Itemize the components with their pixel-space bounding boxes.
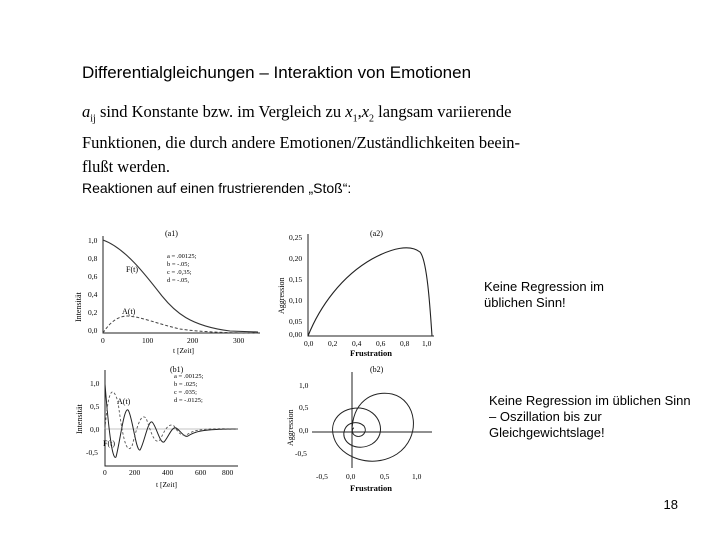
plot-b2-xtick-3: 0,5	[380, 472, 390, 481]
plot-a1-param-2: b = -.05;	[167, 261, 190, 268]
plot-b1-params	[174, 373, 204, 404]
note-oscillation: Keine Regression im üblichen Sinn – Oszillation bis zur Gleichgewichtslage!	[489, 393, 691, 440]
plot-b2-panel-label: (b2)	[370, 365, 384, 374]
plot-b1-panel-label: (b1)	[170, 365, 184, 374]
plot-b1-param-4: d = -.0125;	[174, 397, 203, 404]
plot-a2	[272, 226, 472, 358]
symbol-x2: x	[361, 102, 370, 121]
symbol-x1: x	[345, 102, 353, 121]
plot-b1-param-2: b = .025;	[174, 381, 198, 388]
plot-b2-spiral	[333, 393, 414, 461]
plot-a2-panel-label: (a2)	[370, 229, 383, 238]
plot-a1-param-1: a = .00125;	[167, 253, 197, 260]
plot-b1-yticks	[86, 379, 100, 457]
plot-b2-ytick-2: 0,5	[299, 403, 309, 412]
plot-b2-xtick-1: -0,5	[316, 472, 328, 481]
intro-line-1-part-a: sind Konstante bzw. im Vergleich zu	[99, 102, 342, 121]
plot-a1-xlabel: t [Zeit]	[173, 346, 195, 355]
plot-a1-xtick-3: 200	[187, 336, 199, 345]
plot-a2-ytick-2: 0,20	[289, 254, 303, 263]
plot-b2-xticks	[316, 472, 422, 481]
plot-b1-xtick-5: 800	[222, 468, 234, 477]
plot-b1-axes	[105, 370, 238, 466]
plot-a1-axes	[103, 236, 260, 333]
plot-a2-xlabel: Frustration	[350, 348, 393, 358]
intro-line-1-part-b: langsam variierende	[378, 102, 512, 121]
plot-b2-ylabel: Aggression	[286, 409, 295, 446]
plot-a2-ylabel: Aggression	[277, 277, 286, 314]
plot-b1-xtick-1: 0	[103, 468, 107, 477]
plot-a1-ylabel: Intensität	[74, 292, 83, 322]
plot-b1-ytick-2: 0,5	[90, 402, 100, 411]
plot-a2-ytick-1: 0,25	[289, 233, 303, 242]
plot-a1-xticks	[101, 336, 245, 345]
plot-b1-xlabel: t [Zeit]	[156, 480, 178, 489]
intro-line-1	[82, 100, 542, 131]
plot-a2-ytick-5: 0,05	[289, 317, 303, 326]
plot-a1-param-3: c = .0,35;	[167, 269, 192, 276]
plot-a1-ytick-1: 1,0	[88, 236, 98, 245]
plot-b2-xtick-2: 0,0	[346, 472, 356, 481]
plot-a2-ytick-4: 0,10	[289, 296, 303, 305]
plot-b1-xtick-4: 600	[195, 468, 207, 477]
plot-b1-param-3: c = .035;	[174, 389, 197, 396]
symbol-separator: ,	[357, 102, 362, 121]
plot-b1-xticks	[103, 468, 234, 477]
plot-a1-xtick-1: 0	[101, 336, 105, 345]
plot-b2	[272, 362, 472, 494]
plot-a2-xtick-1: 0,0	[304, 339, 314, 348]
plot-b2-yticks	[295, 381, 309, 458]
plot-b1-curve-label-f: F(t)	[103, 439, 115, 448]
plot-a2-curve	[308, 248, 432, 336]
symbol-a: a	[82, 102, 91, 121]
plot-a1	[70, 226, 280, 358]
plot-a1-xtick-4: 300	[233, 336, 245, 345]
plot-a1-param-4: d = -.05,	[167, 277, 190, 284]
plot-a1-xtick-2: 100	[142, 336, 154, 345]
plot-a2-xticks	[304, 339, 432, 348]
plot-a1-ytick-2: 0,8	[88, 254, 98, 263]
plot-b1-ytick-4: -0,5	[86, 448, 98, 457]
symbol-x1-subscript: 1	[352, 113, 358, 125]
plot-a2-yticks	[289, 233, 302, 339]
plot-b1-ylabel: Intensität	[75, 404, 84, 434]
plot-b1-curve-a	[105, 384, 238, 457]
plot-a2-xtick-2: 0,2	[328, 339, 338, 348]
plot-b1-xtick-2: 200	[129, 468, 141, 477]
plot-a1-ytick-4: 0,4	[88, 290, 98, 299]
plot-b2-ytick-1: 1,0	[299, 381, 309, 390]
plot-a2-xtick-3: 0,4	[352, 339, 362, 348]
plot-b2-xlabel: Frustration	[350, 483, 393, 493]
plot-a1-curve-label-a: A(t)	[122, 307, 136, 316]
plot-a1-yticks	[88, 236, 98, 335]
reaction-heading: Reaktionen auf einen frustrierenden „Stoß“:	[82, 180, 352, 196]
page-number: 18	[663, 497, 678, 512]
slide-title: Differentialgleichungen – Interaktion von Emotionen	[82, 63, 472, 82]
plot-a1-ytick-6: 0,0	[88, 326, 98, 335]
plot-a1-params	[167, 253, 197, 284]
plot-a2-xtick-6: 1,0	[422, 339, 432, 348]
plot-a1-panel-label: (a1)	[165, 229, 178, 238]
plot-b1-ytick-1: 1,0	[90, 379, 100, 388]
plot-b2-ytick-3: 0,0	[299, 426, 309, 435]
plot-a2-ytick-3: 0,15	[289, 275, 303, 284]
plot-b2-xtick-4: 1,0	[412, 472, 422, 481]
plot-a2-xtick-4: 0,6	[376, 339, 386, 348]
plot-a2-xtick-5: 0,8	[400, 339, 410, 348]
plot-a1-ytick-3: 0,6	[88, 272, 98, 281]
plot-b1-param-1: a = .00125;	[174, 373, 204, 380]
note-no-regression: Keine Regression im üblichen Sinn!	[484, 279, 604, 310]
plot-a1-curve-a	[103, 316, 258, 333]
plot-b1-xtick-3: 400	[162, 468, 174, 477]
intro-line-3: flußt werden.	[82, 157, 170, 177]
symbol-x2-subscript: 2	[369, 113, 375, 125]
plot-a2-ytick-6: 0,00	[289, 330, 303, 339]
plot-a1-ytick-5: 0,2	[88, 308, 98, 317]
intro-text	[82, 100, 542, 179]
symbol-a-subscript: ij	[90, 113, 96, 125]
intro-line-2: Funktionen, die durch andere Emotionen/Zuständlichkeiten beein-	[82, 133, 521, 153]
plot-a1-curve-label-f: F(t)	[126, 265, 138, 274]
plot-b1-ytick-3: 0,0	[90, 425, 100, 434]
plot-b1	[70, 362, 285, 494]
plot-b2-ytick-4: -0,5	[295, 449, 307, 458]
plot-b1-curve-label-a: A(t)	[117, 397, 131, 406]
